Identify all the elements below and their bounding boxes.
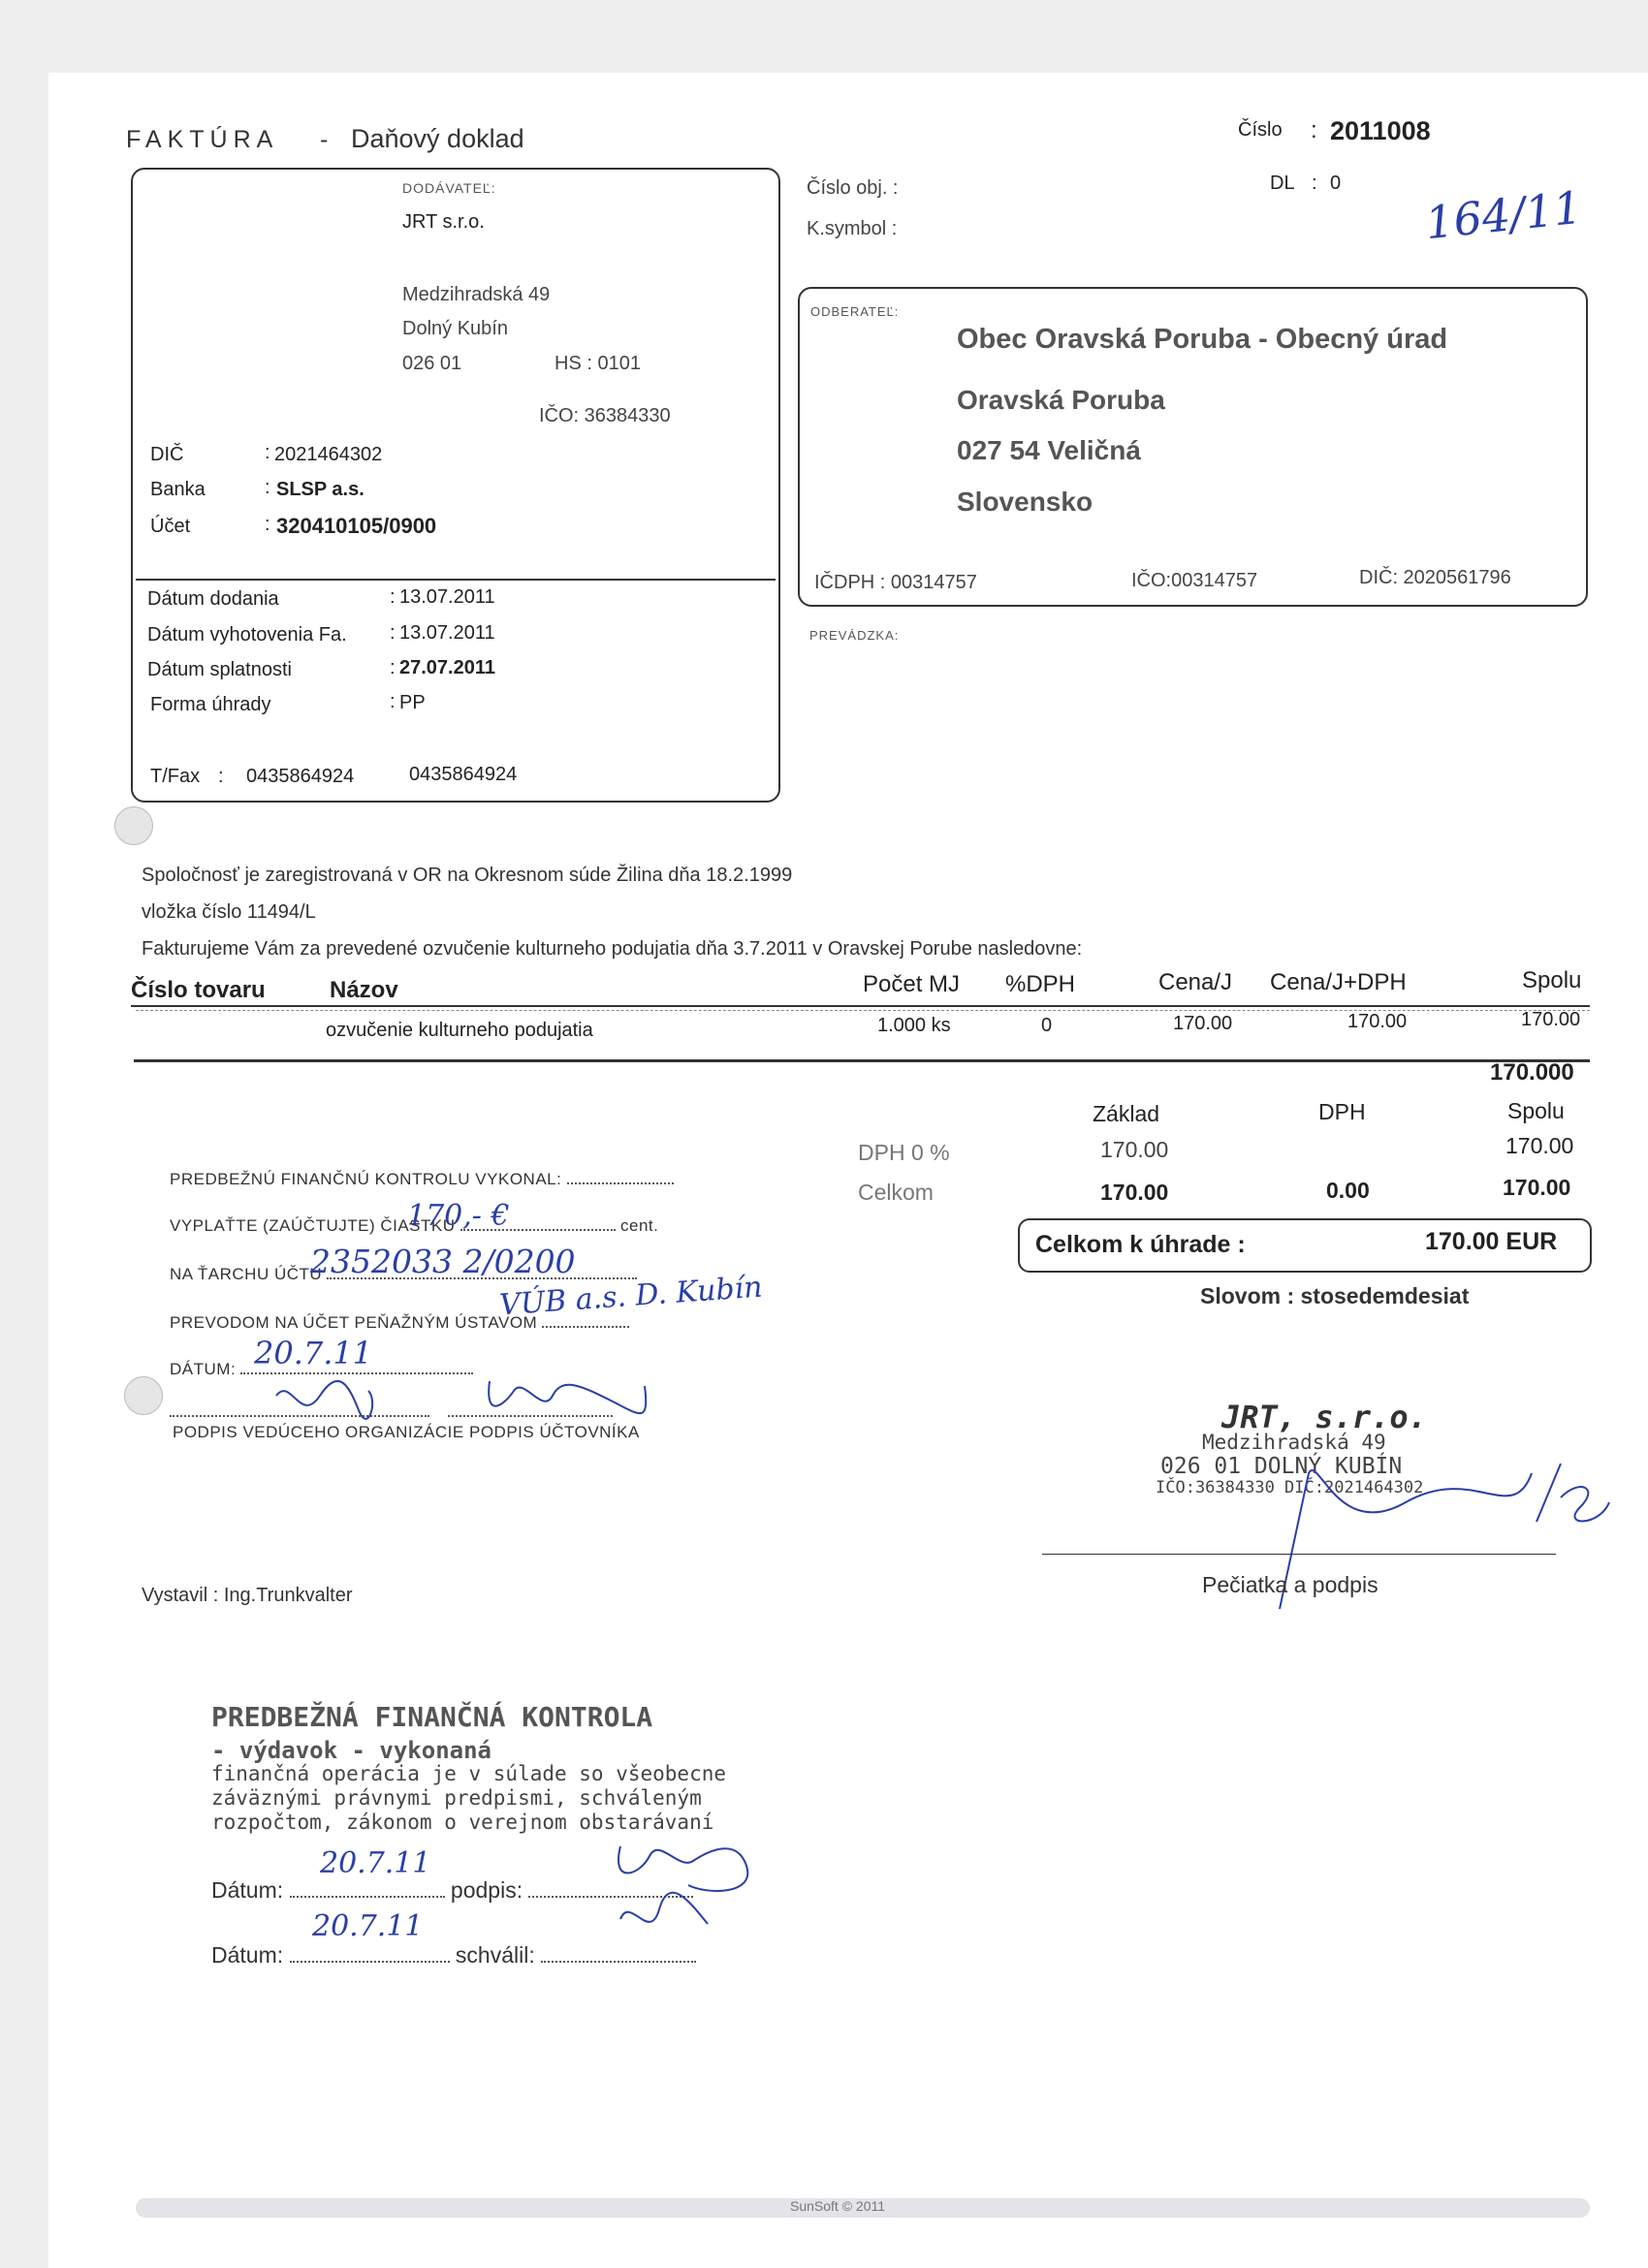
customer-line4: Slovensko — [957, 487, 1093, 517]
footer-text: SunSoft © 2011 — [790, 2198, 886, 2214]
issue-date: 13.07.2011 — [399, 622, 495, 644]
dl-value: 0 — [1330, 173, 1342, 194]
supplier-street: Medzihradská 49 — [402, 284, 551, 305]
supplier-ico: IČO: 36384330 — [539, 405, 671, 426]
signature-head-label: PODPIS VEDÚCEHO ORGANIZÁCIE — [173, 1423, 464, 1441]
stamp-street: Medzihradská 49 — [1202, 1431, 1386, 1454]
signature-scribbles — [262, 1367, 650, 1434]
col-item-number: Číslo tovaru — [131, 977, 266, 1003]
customer-line3: 027 54 Veličná — [957, 435, 1141, 465]
row-total: 170.00 — [1521, 1009, 1581, 1030]
row-price: 170.00 — [1173, 1013, 1233, 1034]
control-line2: VYPLAŤTE (ZAÚČTUJTE) ČIASTKU cent. — [170, 1216, 659, 1235]
handwritten-reference: 164/11 — [1422, 180, 1585, 250]
handwritten-amount: 170,- € — [407, 1199, 510, 1233]
fin-stamp-line5: rozpočtom, zákonom o verejnom obstarávaní — [211, 1811, 714, 1834]
invoice-intro: Fakturujeme Vám za prevedené ozvučenie kulturneho podujatia dňa 3.7.2011 v Oravskej Porube nasledovne: — [142, 938, 1083, 960]
customer-dic: DIČ: 2020561796 — [1359, 567, 1511, 588]
table-header-line — [131, 1005, 1590, 1007]
fax: 0435864924 — [409, 764, 518, 785]
director-signature — [1212, 1434, 1619, 1628]
fin-stamp-hw-date1: 20.7.11 — [320, 1846, 431, 1880]
control-line4: PREVODOM NA ÚČET PEŇAŽNÝM ÚSTAVOM — [170, 1313, 629, 1333]
handwritten-date: 20.7.11 — [254, 1335, 373, 1371]
fin-stamp-signatures — [601, 1827, 766, 1953]
grand-total: 170.000 — [1490, 1059, 1574, 1086]
summary-row1-label: DPH 0 % — [858, 1140, 950, 1165]
row-price-vat: 170.00 — [1347, 1011, 1408, 1032]
fin-stamp-hw-date2: 20.7.11 — [312, 1909, 424, 1943]
fin-stamp-line4: záväznými právnymi predpismi, schváleným — [211, 1786, 702, 1810]
dic-value: 2021464302 — [274, 444, 383, 465]
stamp-company-name: JRT, s.r.o. — [1221, 1399, 1427, 1435]
due-date: 27.07.2011 — [399, 657, 495, 678]
signature-accountant-label: PODPIS ÚČTOVNÍKA — [469, 1423, 640, 1441]
account-label: Účet — [150, 516, 191, 537]
customer-name: Obec Oravská Poruba - Obecný úrad — [957, 324, 1448, 355]
row-qty: 1.000 ks — [877, 1015, 951, 1036]
issue-date-label: Dátum vyhotovenia Fa. — [147, 624, 347, 646]
invoice-number-label: Číslo — [1238, 119, 1283, 141]
customer-ico: IČO:00314757 — [1131, 570, 1258, 591]
summary-base-label: Základ — [1093, 1101, 1160, 1126]
col-vat: %DPH — [1005, 971, 1076, 997]
col-qty: Počet MJ — [863, 971, 961, 997]
control-line3: NA ŤARCHU ÚČTU — [170, 1265, 637, 1284]
account-value: 320410105/0900 — [276, 514, 437, 538]
dic-label: DIČ — [150, 444, 184, 465]
col-price-vat: Cena/J+DPH — [1270, 969, 1407, 995]
supplier-name: JRT s.r.o. — [402, 211, 485, 233]
summary-row2-total: 170.00 — [1503, 1175, 1571, 1200]
fin-stamp-line2: - výdavok - vykonaná — [211, 1737, 491, 1764]
title-separator: - — [320, 126, 329, 153]
table-bottom-line — [134, 1059, 1590, 1062]
fin-stamp-line3: finančná operácia je v súlade so všeobecne — [211, 1762, 727, 1785]
fin-stamp-title: PREDBEŽNÁ FINANČNÁ KONTROLA — [211, 1701, 653, 1733]
registration-line2: vložka číslo 11494/L — [142, 901, 316, 923]
control-line1: PREDBEŽNÚ FINANČNÚ KONTROLU VYKONAL: — [170, 1170, 674, 1189]
stamp-city: 026 01 DOLNÝ KUBÍN — [1160, 1454, 1403, 1479]
phone: 0435864924 — [246, 766, 355, 787]
due-date-label: Dátum splatnosti — [147, 659, 292, 680]
supplier-label: DODÁVATEĽ: — [402, 180, 496, 196]
customer-icdph: IČDPH : 00314757 — [814, 572, 977, 593]
summary-total-label: Spolu — [1507, 1098, 1565, 1123]
issued-by: Vystavil : Ing.Trunkvalter — [142, 1585, 353, 1606]
payment-form-label: Forma úhrady — [150, 694, 271, 715]
dl-label: DL — [1270, 173, 1295, 194]
invoice-subtitle: Daňový doklad — [351, 124, 524, 153]
signature-line — [1042, 1554, 1556, 1555]
summary-row2-label: Celkom — [858, 1180, 934, 1205]
tfax-label: T/Fax — [150, 766, 201, 787]
control-line5: DÁTUM: — [170, 1360, 473, 1379]
row-name: ozvučenie kulturneho podujatia — [326, 1020, 593, 1041]
fin-stamp-date2-row: Dátum: schválil: — [211, 1942, 696, 1969]
stamp-ids: IČO:36384330 DIČ:2021464302 — [1156, 1478, 1424, 1497]
summary-vat-label: DPH — [1318, 1099, 1366, 1124]
amount-due-value: 170.00 EUR — [1425, 1228, 1558, 1255]
registration-line1: Spoločnosť je zaregistrovaná v OR na Okresnom súde Žilina dňa 18.2.1999 — [142, 865, 793, 886]
col-name: Názov — [330, 977, 398, 1003]
supplier-hs: HS : 0101 — [555, 353, 641, 374]
row-vat: 0 — [1041, 1015, 1053, 1036]
order-number-label: Číslo obj. : — [807, 177, 899, 199]
punch-hole — [124, 1376, 163, 1415]
customer-label: ODBERATEĽ: — [810, 304, 900, 319]
payment-form: PP — [399, 692, 426, 713]
summary-row1-total: 170.00 — [1505, 1133, 1574, 1158]
fin-stamp-date1-row: Dátum: podpis: — [211, 1877, 693, 1904]
delivery-date: 13.07.2011 — [399, 586, 495, 608]
col-total: Spolu — [1522, 967, 1582, 993]
invoice-title: FAKTÚRA — [126, 126, 279, 153]
divider — [136, 579, 776, 581]
amount-due-label: Celkom k úhrade : — [1035, 1231, 1246, 1258]
stamp-caption: Pečiatka a podpis — [1202, 1572, 1379, 1597]
amount-in-words: Slovom : stosedemdesiat — [1200, 1283, 1470, 1308]
col-price: Cena/J — [1158, 969, 1233, 995]
delivery-date-label: Dátum dodania — [147, 588, 279, 610]
supplier-city: Dolný Kubín — [402, 318, 508, 339]
handwritten-account: 2352033 2/0200 — [310, 1243, 576, 1280]
handwritten-bank: VÚB a.s. D. Kubín — [498, 1270, 764, 1323]
constant-symbol-label: K.symbol : — [807, 218, 898, 239]
summary-row2-vat: 0.00 — [1326, 1178, 1370, 1203]
summary-row1-base: 170.00 — [1100, 1137, 1169, 1162]
bank-label: Banka — [150, 479, 206, 500]
premises-label: PREVÁDZKA: — [809, 628, 900, 643]
customer-line2: Oravská Poruba — [957, 385, 1165, 415]
punch-hole — [114, 806, 153, 845]
supplier-zip: 026 01 — [402, 353, 462, 374]
invoice-number: 2011008 — [1330, 116, 1431, 145]
summary-row2-base: 170.00 — [1100, 1180, 1169, 1205]
bank-value: SLSP a.s. — [276, 479, 364, 500]
